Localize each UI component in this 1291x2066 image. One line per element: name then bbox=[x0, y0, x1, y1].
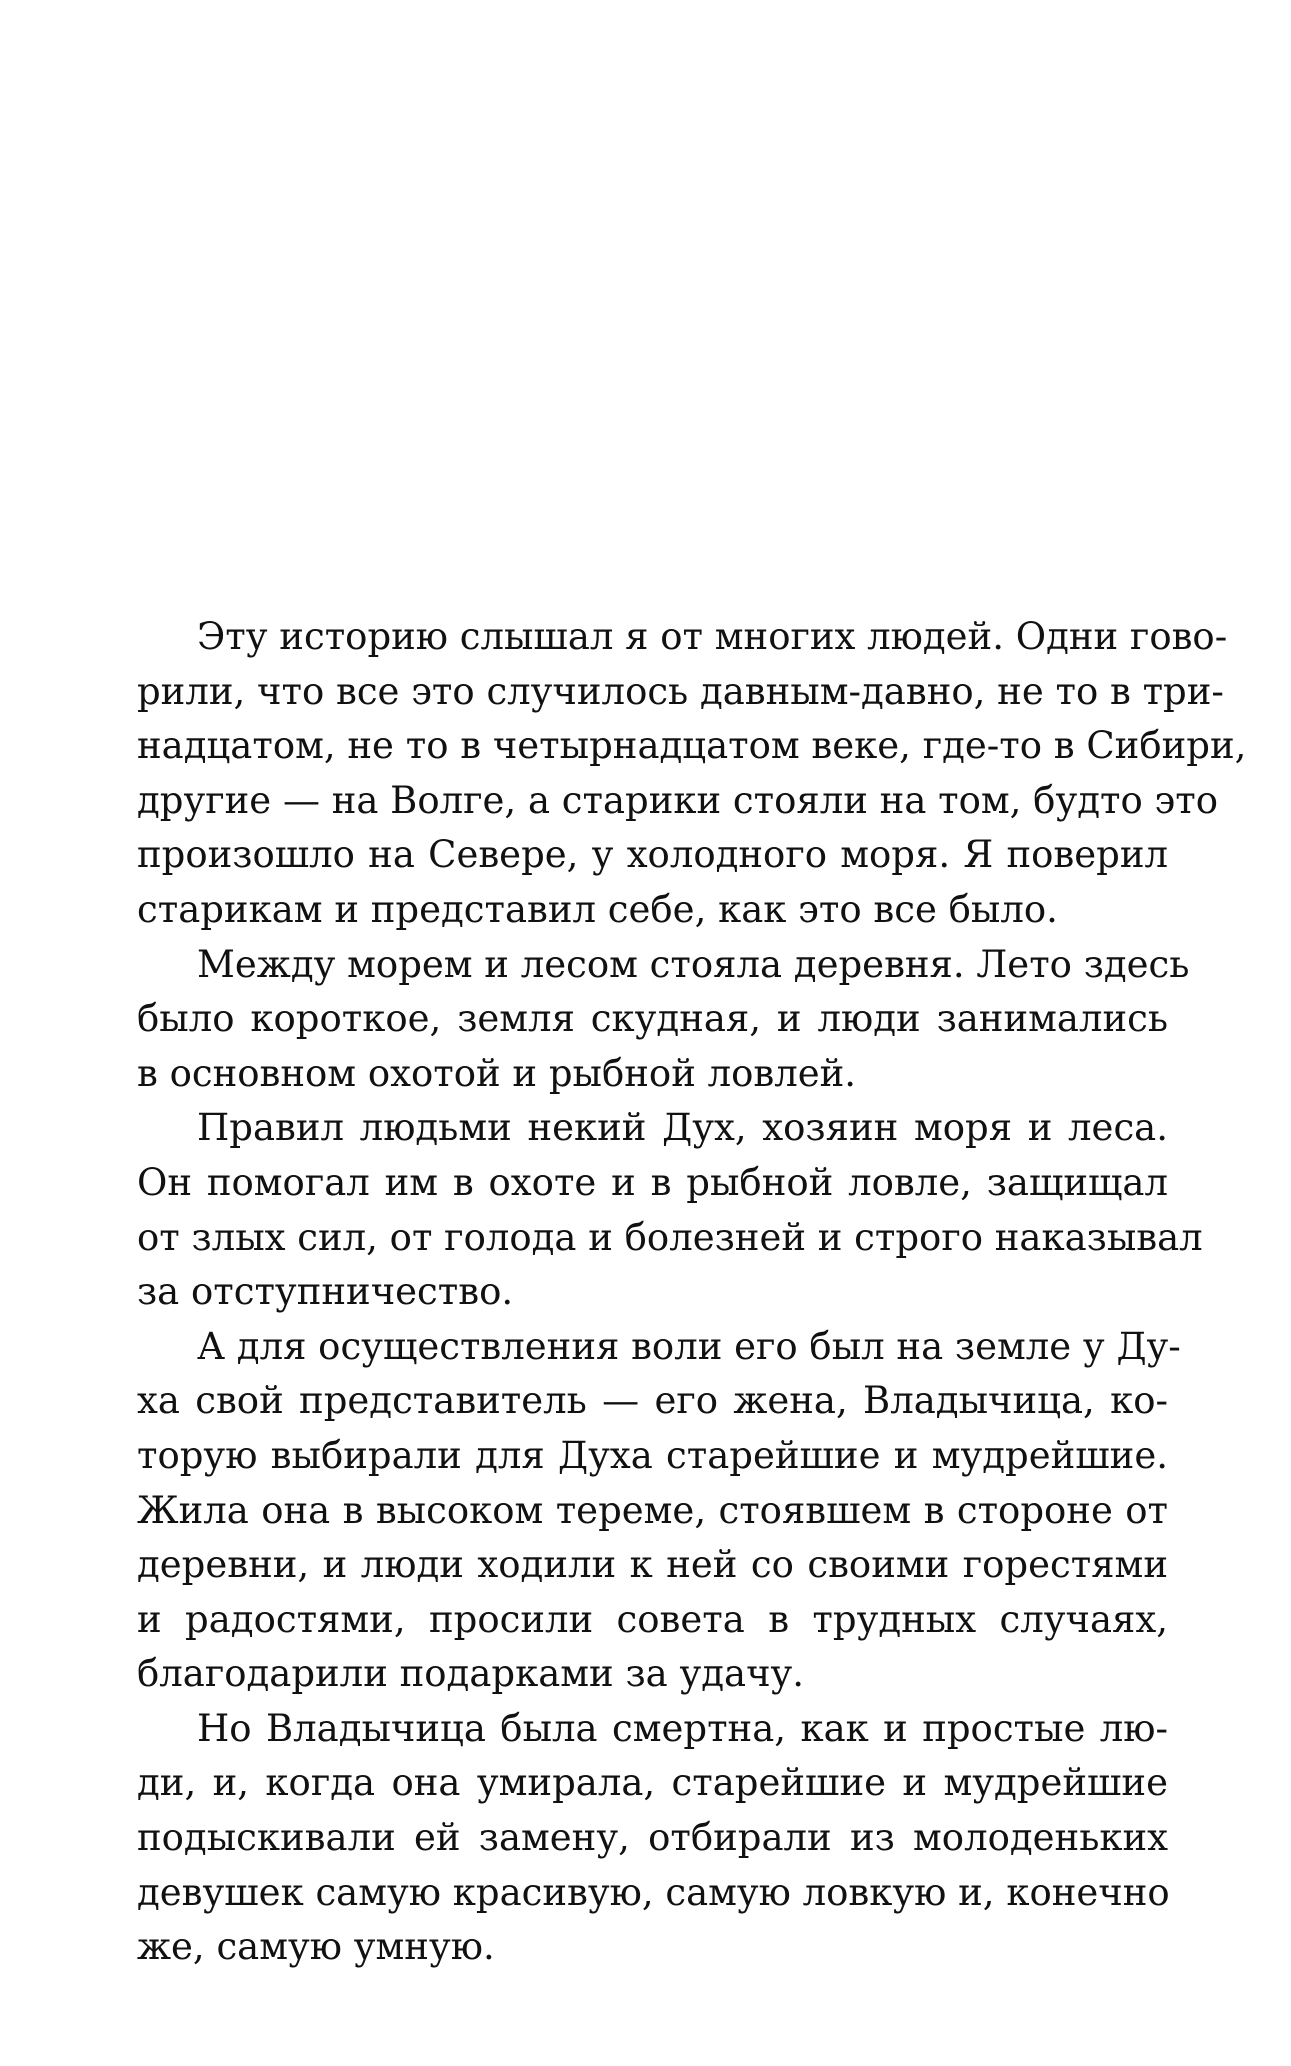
text-line: от злых сил, от голода и болезней и строго наказывал bbox=[137, 1215, 1203, 1259]
text-line: Жила она в высоком тереме, стоявшем в стороне от bbox=[137, 1488, 1168, 1532]
text-line: старикам и представил себе, как это все было. bbox=[137, 887, 1058, 931]
paragraph-4 bbox=[137, 1320, 1181, 1702]
text-line: ди, и, когда она умирала, старейшие и мудрейшие bbox=[137, 1761, 1168, 1805]
text-line: другие — на Волге, а старики стояли на том, будто это bbox=[137, 778, 1218, 822]
paragraph-1 bbox=[137, 610, 1247, 938]
text-line: было короткое, земля скудная, и люди занимались bbox=[137, 997, 1168, 1041]
text-line: рили, что все это случилось давным-давно, не то в три- bbox=[137, 669, 1224, 713]
text-line: надцатом, не то в четырнадцатом веке, где-то в Сибири, bbox=[137, 724, 1247, 768]
text-line: ха свой представитель — его жена, Владычица, ко- bbox=[137, 1379, 1168, 1423]
body-text bbox=[137, 610, 1247, 1975]
text-line: подыскивали ей замену, отбирали из молоденьких bbox=[137, 1816, 1168, 1860]
text-line: Между морем и лесом стояла деревня. Лето здесь bbox=[197, 942, 1190, 986]
text-line: и радостями, просили совета в трудных случаях, bbox=[137, 1597, 1168, 1641]
text-line: деревни, и люди ходили к ней со своими горестями bbox=[137, 1543, 1168, 1587]
paragraph-5 bbox=[137, 1702, 1168, 1975]
text-line: Эту историю слышал я от многих людей. Одни гово- bbox=[197, 615, 1228, 658]
text-line: Но Владычица была смертна, как и простые лю- bbox=[197, 1706, 1168, 1750]
text-line: девушек самую красивую, самую ловкую и, конечно bbox=[137, 1870, 1170, 1914]
text-line: произошло на Севере, у холодного моря. Я поверил bbox=[137, 833, 1168, 877]
text-line: Правил людьми некий Дух, хозяин моря и леса. bbox=[197, 1106, 1168, 1150]
text-line: Он помогал им в охоте и в рыбной ловле, защищал bbox=[137, 1160, 1168, 1204]
text-line: же, самую умную. bbox=[137, 1925, 495, 1969]
text-line: благодарили подарками за удачу. bbox=[137, 1652, 805, 1696]
paragraph-3 bbox=[137, 1101, 1203, 1319]
paragraph-2 bbox=[137, 938, 1190, 1102]
text-line: за отступничество. bbox=[137, 1270, 514, 1314]
text-line: торую выбирали для Духа старейшие и мудрейшие. bbox=[137, 1433, 1168, 1477]
text-line: А для осуществления воли его был на земле у Ду- bbox=[197, 1324, 1181, 1368]
text-line: в основном охотой и рыбной ловлей. bbox=[137, 1051, 857, 1095]
